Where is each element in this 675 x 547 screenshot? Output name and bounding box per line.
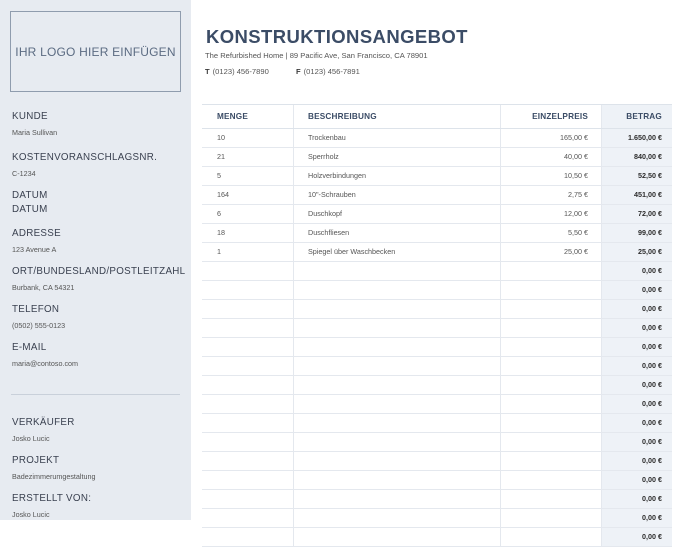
created-by-value[interactable]: Josko Lucic — [12, 510, 50, 519]
cell-unit-price[interactable] — [502, 452, 588, 470]
table-row — [202, 509, 672, 528]
header-qty: MENGE — [217, 112, 249, 121]
cell-description[interactable]: Duschkopf — [308, 209, 342, 218]
table-body — [202, 129, 672, 547]
table-row — [202, 338, 672, 357]
table-row — [202, 129, 672, 148]
table-row — [202, 433, 672, 452]
cell-qty[interactable]: 6 — [217, 209, 221, 218]
address-label: ADRESSE — [12, 228, 61, 239]
customer-block — [12, 110, 57, 139]
table-row — [202, 167, 672, 186]
cell-unit-price[interactable]: 12,00 € — [564, 209, 588, 218]
date-label: DATUM — [12, 190, 48, 201]
cell-description[interactable]: Holzverbindungen — [308, 171, 366, 180]
address-value[interactable]: 123 Avenue A — [12, 245, 57, 254]
company-phone[interactable] — [205, 67, 269, 76]
cell-unit-price[interactable] — [502, 433, 588, 451]
sidebar-divider — [11, 394, 180, 395]
fax-number: (0123) 456-7891 — [303, 67, 360, 76]
table-row — [202, 490, 672, 509]
date-block — [12, 189, 48, 217]
customer-sidebar — [0, 0, 191, 520]
company-info[interactable]: The Refurbished Home | 89 Pacific Ave, San Francisco, CA 78901 — [205, 51, 428, 60]
cell-unit-price[interactable] — [502, 376, 588, 394]
table-header — [202, 104, 672, 129]
table-row — [202, 300, 672, 319]
phone-number: (0123) 456-7890 — [212, 67, 269, 76]
seller-value[interactable]: Josko Lucic — [12, 434, 50, 443]
cell-amount[interactable]: 0,00 € — [642, 361, 662, 370]
cell-unit-price[interactable] — [502, 262, 588, 280]
quote-number-block — [12, 151, 157, 180]
cell-unit-price[interactable]: 10,50 € — [564, 171, 588, 180]
quote-table — [202, 104, 672, 547]
cell-amount[interactable]: 52,50 € — [638, 171, 662, 180]
cell-unit-price[interactable] — [502, 528, 588, 546]
quote-number-value[interactable]: C-1234 — [12, 169, 36, 178]
cell-amount[interactable]: 0,00 € — [642, 380, 662, 389]
cell-unit-price[interactable] — [502, 414, 588, 432]
table-row — [202, 452, 672, 471]
table-row — [202, 471, 672, 490]
cell-unit-price[interactable] — [502, 300, 588, 318]
cell-unit-price[interactable] — [502, 338, 588, 356]
cell-amount[interactable]: 0,00 € — [642, 475, 662, 484]
cell-unit-price[interactable]: 25,00 € — [564, 247, 588, 256]
city-value[interactable]: Burbank, CA 54321 — [12, 283, 75, 292]
header-amount: BETRAG — [626, 112, 662, 121]
cell-amount[interactable]: 0,00 € — [642, 399, 662, 408]
cell-amount[interactable]: 0,00 € — [642, 418, 662, 427]
table-row — [202, 186, 672, 205]
table-row — [202, 224, 672, 243]
cell-amount[interactable]: 840,00 € — [634, 152, 662, 161]
cell-amount[interactable]: 0,00 € — [642, 285, 662, 294]
cell-amount[interactable]: 451,00 € — [634, 190, 662, 199]
cell-amount[interactable]: 0,00 € — [642, 494, 662, 503]
city-label: ORT/BUNDESLAND/POSTLEITZAHL — [12, 266, 186, 277]
cell-unit-price[interactable] — [502, 490, 588, 508]
cell-qty[interactable]: 5 — [217, 171, 221, 180]
seller-label: VERKÄUFER — [12, 417, 75, 428]
cell-unit-price[interactable] — [502, 357, 588, 375]
cell-amount[interactable]: 72,00 € — [638, 209, 662, 218]
cell-amount[interactable]: 0,00 € — [642, 342, 662, 351]
cell-unit-price[interactable]: 165,00 € — [560, 133, 588, 142]
document-title: KONSTRUKTIONSANGEBOT — [206, 26, 468, 47]
cell-qty[interactable]: 1 — [217, 247, 221, 256]
phone-label: TELEFON — [12, 304, 60, 315]
table-row — [202, 262, 672, 281]
customer-label: KUNDE — [12, 111, 48, 122]
cell-unit-price[interactable]: 2,75 € — [568, 190, 588, 199]
email-value[interactable]: maria@contoso.com — [12, 359, 79, 368]
table-row — [202, 395, 672, 414]
table-row — [202, 414, 672, 433]
cell-unit-price[interactable] — [502, 509, 588, 527]
logo-placeholder[interactable] — [10, 11, 181, 92]
project-label: PROJEKT — [12, 455, 60, 466]
cell-description[interactable]: Spiegel über Waschbecken — [308, 247, 396, 256]
logo-placeholder-text: IHR LOGO HIER EINFÜGEN — [15, 44, 176, 59]
fax-prefix: F — [296, 67, 301, 76]
company-fax[interactable] — [296, 67, 360, 76]
cell-amount[interactable]: 0,00 € — [642, 513, 662, 522]
table-row — [202, 357, 672, 376]
cell-qty[interactable]: 21 — [217, 152, 225, 161]
header-description: BESCHREIBUNG — [308, 112, 377, 121]
phone-value[interactable]: (0502) 555-0123 — [12, 321, 66, 330]
seller-block — [12, 416, 75, 445]
phone-block — [12, 303, 65, 332]
cell-qty[interactable]: 18 — [217, 228, 225, 237]
cell-amount[interactable]: 0,00 € — [642, 437, 662, 446]
created-by-label: ERSTELLT VON: — [12, 493, 92, 504]
cell-unit-price[interactable] — [502, 281, 588, 299]
customer-value[interactable]: Maria Sullivan — [12, 128, 58, 137]
table-row — [202, 319, 672, 338]
project-block — [12, 454, 96, 483]
header-unit-price: EINZELPREIS — [532, 112, 588, 121]
cell-unit-price[interactable] — [502, 471, 588, 489]
cell-description[interactable]: 10"-Schrauben — [308, 190, 356, 199]
quote-number-label: KOSTENVORANSCHLAGSNR. — [12, 152, 158, 163]
cell-unit-price[interactable]: 40,00 € — [564, 152, 588, 161]
table-row — [202, 281, 672, 300]
table-row — [202, 376, 672, 395]
cell-amount[interactable]: 0,00 € — [642, 456, 662, 465]
date-value[interactable]: DATUM — [12, 204, 48, 215]
cell-amount[interactable]: 0,00 € — [642, 266, 662, 275]
cell-unit-price[interactable]: 5,50 € — [568, 228, 588, 237]
cell-description[interactable]: Sperrholz — [308, 152, 339, 161]
project-value[interactable]: Badezimmerumgestaltung — [12, 472, 96, 481]
cell-amount[interactable]: 0,00 € — [642, 304, 662, 313]
cell-unit-price[interactable] — [502, 395, 588, 413]
email-block — [12, 341, 78, 370]
cell-qty[interactable]: 10 — [217, 133, 225, 142]
city-block — [12, 265, 185, 294]
table-row — [202, 205, 672, 224]
cell-description[interactable]: Duschfliesen — [308, 228, 350, 237]
created-by-block — [12, 492, 91, 521]
cell-amount[interactable]: 1.650,00 € — [628, 133, 662, 142]
address-block — [12, 227, 61, 256]
cell-amount[interactable]: 0,00 € — [642, 323, 662, 332]
cell-description[interactable]: Trockenbau — [308, 133, 346, 142]
table-row — [202, 528, 672, 547]
cell-amount[interactable]: 99,00 € — [638, 228, 662, 237]
cell-amount[interactable]: 25,00 € — [638, 247, 662, 256]
table-row — [202, 148, 672, 167]
cell-qty[interactable]: 164 — [217, 190, 229, 199]
email-label: E-MAIL — [12, 342, 47, 353]
cell-unit-price[interactable] — [502, 319, 588, 337]
phone-prefix: T — [205, 67, 210, 76]
cell-amount[interactable]: 0,00 € — [642, 532, 662, 541]
table-row — [202, 243, 672, 262]
